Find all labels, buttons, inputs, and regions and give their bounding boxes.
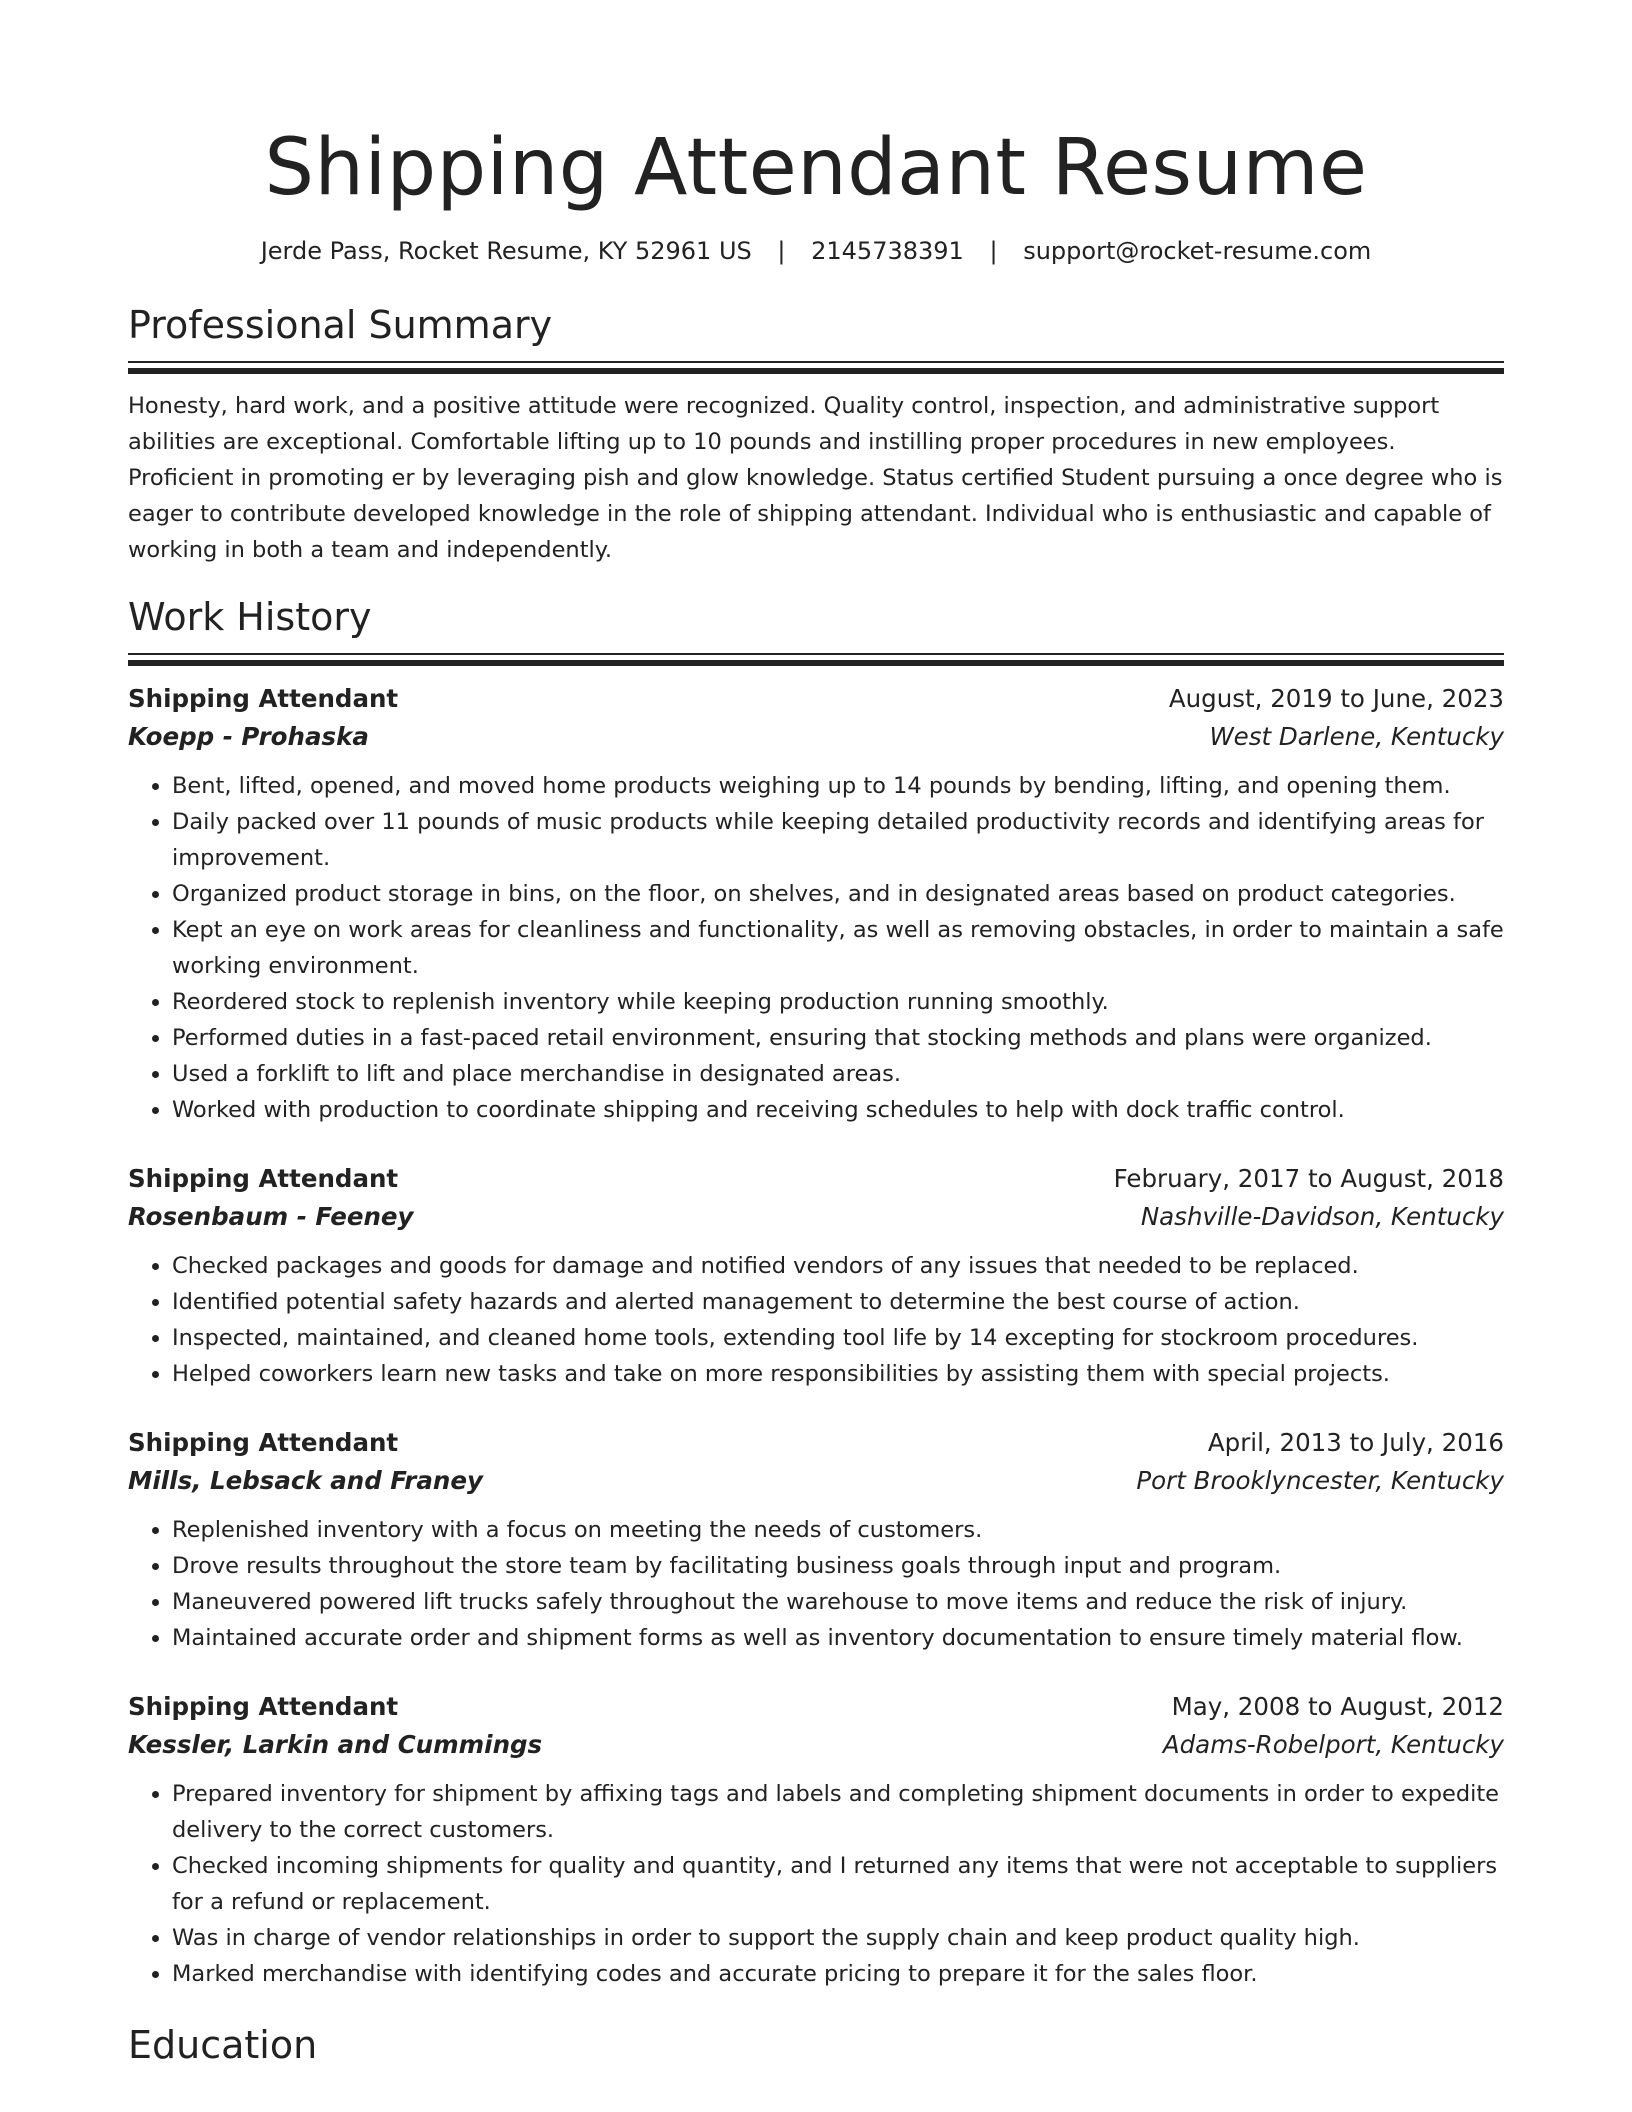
job-header-row [128,1424,1504,1462]
section-divider [128,653,1504,666]
job-bullet: • Was in charge of vendor relationships in order to support the supply chain and keep product quality high. [172,1920,1504,1956]
job-bullet: • Performed duties in a fast-paced retail environment, ensuring that stocking methods and plans were organized. [172,1020,1504,1056]
job-dates: May, 2008 to August, 2012 [1171,1692,1504,1721]
job-location: West Darlene, Kentucky [1209,722,1504,751]
job-location: Adams-Robelport, Kentucky [1162,1730,1504,1759]
education-section [128,2022,1504,2068]
job-bullets [128,1776,1504,1992]
job-bullet: • Identified potential safety hazards and alerted management to determine the best course of action. [172,1284,1504,1320]
job-title: Shipping Attendant [128,1692,399,1721]
job-company-row [128,1198,1504,1236]
job-entry [128,680,1504,1128]
job-bullet: • Kept an eye on work areas for cleanliness and functionality, as well as removing obstacles, in order to maintain a safe working environment. [172,912,1504,984]
education-heading: Education [128,2023,318,2067]
job-bullet: • Reordered stock to replenish inventory while keeping production running smoothly. [172,984,1504,1020]
job-bullet: • Worked with production to coordinate shipping and receiving schedules to help with dock traffic control. [172,1092,1504,1128]
summary-section [128,302,1504,568]
job-bullet: • Maneuvered powered lift trucks safely throughout the warehouse to move items and reduce the risk of injury. [172,1584,1504,1620]
job-title: Shipping Attendant [128,1428,399,1457]
resume-title: Shipping Attendant Resume [264,123,1368,213]
job-bullet: • Organized product storage in bins, on the floor, on shelves, and in designated areas based on product categories. [172,876,1504,912]
contact-separator: | [989,237,998,265]
job-company-row [128,1462,1504,1500]
job-company-row [128,718,1504,756]
job-bullet: • Inspected, maintained, and cleaned home tools, extending tool life by 14 excepting for stockroom procedures. [172,1320,1504,1356]
job-dates: August, 2019 to June, 2023 [1168,684,1504,713]
job-company: Kessler, Larkin and Cummings [128,1730,543,1759]
job-title: Shipping Attendant [128,684,399,713]
job-bullet: • Helped coworkers learn new tasks and take on more responsibilities by assisting them with special projects. [172,1356,1504,1392]
job-location: Port Brooklyncester, Kentucky [1136,1466,1504,1495]
summary-heading: Professional Summary [128,303,553,347]
job-bullet: • Maintained accurate order and shipment forms as well as inventory documentation to ensure timely material flow. [172,1620,1504,1656]
job-bullet: • Replenished inventory with a focus on meeting the needs of customers. [172,1512,1504,1548]
work-history-heading: Work History [128,595,372,639]
job-bullet: • Checked incoming shipments for quality and quantity, and I returned any items that were not acceptable to suppliers for a refund or replacement. [172,1848,1504,1920]
contact-email: support@rocket-resume.com [1023,237,1372,265]
job-dates: February, 2017 to August, 2018 [1113,1164,1504,1193]
job-bullet: • Prepared inventory for shipment by affixing tags and labels and completing shipment documents in order to expedite delivery to the correct customers. [172,1776,1504,1848]
contact-phone: 2145738391 [811,237,964,265]
job-bullet: • Checked packages and goods for damage and notified vendors of any issues that needed to be replaced. [172,1248,1504,1284]
job-bullet: • Drove results throughout the store team by facilitating business goals through input and program. [172,1548,1504,1584]
contact-separator: | [777,237,786,265]
summary-text: Honesty, hard work, and a positive attitude were recognized. Quality control, inspection, and administrative support abilities are exceptional. Comfortable lifting up to 10 pounds and instilling proper procedures in new employees. Proficient in promoting er by leveraging pish and glow knowledge. Status certified Student pursuing a once degree who is eager to contribute developed knowledge in the role of shipping attendant. Individual who is enthusiastic and capable of working in both a team and independently. [128,393,1503,563]
job-company: Rosenbaum - Feeney [128,1202,414,1231]
job-header-row [128,1688,1504,1726]
contact-address: Jerde Pass, Rocket Resume, KY 52961 US [260,237,752,265]
job-entry [128,1688,1504,1992]
job-company: Koepp - Prohaska [128,722,369,751]
job-title: Shipping Attendant [128,1164,399,1193]
job-entry [128,1424,1504,1656]
job-bullets [128,1248,1504,1392]
job-dates: April, 2013 to July, 2016 [1207,1428,1504,1457]
section-divider [128,361,1504,374]
job-bullet: • Marked merchandise with identifying codes and accurate pricing to prepare it for the sales floor. [172,1956,1504,1992]
contact-line [128,236,1504,266]
job-bullet: • Daily packed over 11 pounds of music products while keeping detailed productivity records and identifying areas for improvement. [172,804,1504,876]
job-company-row [128,1726,1504,1764]
work-history-section [128,594,1504,1992]
job-company: Mills, Lebsack and Franey [128,1466,483,1495]
job-header-row [128,1160,1504,1198]
job-header-row [128,680,1504,718]
job-bullet: • Used a forklift to lift and place merchandise in designated areas. [172,1056,1504,1092]
job-bullets [128,768,1504,1128]
job-bullet: • Bent, lifted, opened, and moved home products weighing up to 14 pounds by bending, lifting, and opening them. [172,768,1504,804]
job-location: Nashville-Davidson, Kentucky [1140,1202,1504,1231]
job-entry [128,1160,1504,1392]
job-bullets [128,1512,1504,1656]
